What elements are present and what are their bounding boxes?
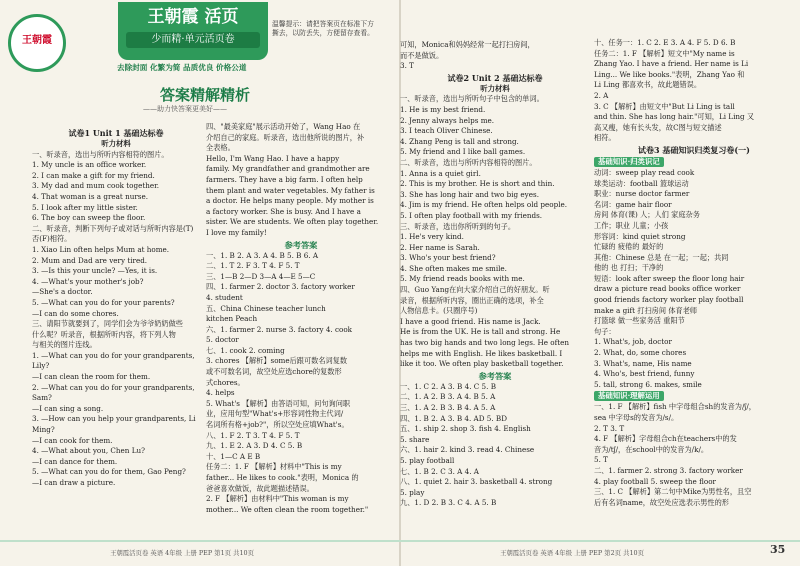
brand-title: 王朝霞 活页	[147, 7, 239, 27]
text-line: 五、China Chinese teacher lunch	[206, 303, 326, 313]
text-line: 十、任务一：1. C 2. E 3. A 4. F 5. D 6. B	[594, 38, 736, 47]
text-line: 5. What's 【解析】由答语可知，问句询问职	[206, 398, 351, 408]
text-line: —I can clean the room for them.	[32, 372, 151, 382]
text-line: 4. Jim is my friend. He often helps old people.	[400, 200, 568, 210]
text-line: He is from the UK. He is tall and strong. He	[400, 327, 561, 337]
text-line: 5. play football	[400, 455, 455, 465]
text-line: 四、Guo Yang在向大家介绍自己的好朋友。听	[400, 285, 550, 295]
text-line: 5. My friend reads books with me.	[400, 274, 525, 284]
text-line: Li Ling 都喜欢书，故此题错误。	[594, 80, 702, 90]
text-line: 4. F 【解析】字母组合ch在teachers中的发	[594, 434, 737, 444]
text-line: 二、1. T 2. F 3. T 4. F 5. T	[206, 261, 300, 271]
text-line: 5. play	[400, 487, 425, 497]
text-line: 九、1. D 2. B 3. C 4. A 5. B	[400, 498, 497, 508]
text-line: 否(F)相符。	[32, 234, 72, 244]
knowledge-bar-label: 基础知识·归类识记	[594, 157, 664, 167]
text-line: 七、1. B 2. C 3. A 4. A	[400, 466, 479, 476]
text-line: 九、1. E 2. A 3. D 4. C 5. B	[206, 441, 303, 451]
text-line: 一、1. C 2. A 3. B 4. C 5. B	[400, 381, 496, 391]
text-line: 三、听录音，选出你所听到的句子。	[400, 221, 516, 231]
text-line: 爸爸喜欢做饭，故此题描述错误。	[206, 483, 314, 493]
text-line: 他的 也 打扫；干净的	[594, 263, 664, 273]
section-subtitle: 听力材料	[480, 83, 510, 93]
text-line: 2. What, do, some chores	[594, 348, 687, 358]
section-title: 试卷1 Unit 1 基础达标卷	[68, 128, 164, 138]
footer-right: 王朝霞活页卷 英语 4年级 上册 PEP 第2页 共10页	[500, 549, 644, 557]
brand-subtitle: 少而精·单元活页卷	[126, 32, 260, 48]
text-line: 3. She has long hair and two big eyes.	[400, 189, 539, 199]
text-line: a doctor. He helps many people. My mother is	[206, 196, 374, 206]
text-line: 工作；职业 儿童；小孩	[594, 220, 669, 230]
text-line: 4. —What about you, Chen Lu?	[32, 446, 145, 456]
text-line: family. My grandfather and grandmother are	[206, 164, 370, 174]
text-line: 一、听录音，选出与所听内容相符的图片。	[32, 149, 169, 159]
text-line: 1. —What can you do for your grandparents,	[32, 350, 195, 360]
text-line: 5. My friend and I like ball games.	[400, 147, 526, 157]
text-line: 五、1. ship 2. shop 3. fish 4. English	[400, 424, 531, 434]
text-line: good friends factory worker play football	[594, 295, 744, 305]
text-line: 二、1. farmer 2. strong 3. factory worker	[594, 465, 743, 475]
tagline: 去除封面 化繁为简 品质优良 价格公道	[117, 63, 247, 72]
text-line: Ming?	[32, 425, 55, 435]
text-line: 三、1. A 2. B 3. B 4. A 5. A	[400, 403, 496, 412]
text-line: 4. Who's, best friend, funny	[594, 369, 695, 379]
page-number: 35	[770, 543, 786, 556]
footer-left: 王朝霞活页卷 英语 4年级 上册 PEP 第1页 共10页	[110, 549, 254, 557]
text-line: 四、"最美家庭"展示活动开始了，Wang Hao 在	[206, 122, 361, 131]
text-line: 球类运动：football 篮球运动	[594, 178, 689, 188]
text-line: 任务二：1. F 【解析】材料中"This is my	[206, 462, 342, 472]
text-line: 八、1. F 2. T 3. T 4. F 5. T	[206, 430, 300, 440]
text-line: 2. T 3. T	[594, 423, 625, 433]
answers-heading: 参考答案	[284, 239, 318, 250]
text-line: 短语：look after sweep the floor long hair	[594, 273, 745, 283]
text-line: and thin. She has long hair."可知，Li Ling 又	[594, 112, 755, 122]
knowledge-bar	[594, 390, 794, 402]
column-2	[206, 122, 396, 515]
text-line: 4. She often makes me smile.	[400, 263, 507, 273]
text-line: 可知，Monica和妈妈经常一起打扫房间，	[400, 40, 535, 49]
text-line: 三、1. C 【解析】第二句中Mike为男性名，且空	[594, 487, 752, 497]
text-line: 3. My dad and mum cook together.	[32, 181, 160, 191]
text-line: 职业：nurse doctor farmer	[594, 189, 690, 199]
text-line: 1. Xiao Lin often helps Mum at home.	[32, 244, 170, 254]
text-line: 相符。	[594, 133, 616, 143]
text-line: 十、1—C A E B	[206, 451, 261, 461]
text-line: 三、请阳节就要到了，同学们会为爷爷奶奶做些	[32, 319, 183, 329]
text-line: 4. Zhang Peng is tall and strong.	[400, 136, 519, 146]
text-line: —I can do some chores.	[32, 308, 119, 318]
text-line: 4. student	[206, 292, 243, 302]
text-line: —I can draw a picture.	[32, 478, 116, 487]
text-line: 2. This is my brother. He is short and thin.	[400, 179, 555, 189]
text-line: 而不是做饭。	[400, 50, 444, 60]
text-line: I love my family!	[206, 227, 267, 237]
text-line: 1. He's very kind.	[400, 232, 464, 242]
text-line: make a gift 打扫房间 体育老师	[594, 305, 698, 315]
text-line: 二、听录音，判断下列句子或对话与所听内容是(T)	[32, 223, 194, 233]
text-line: 六、1. farmer 2. nurse 3. factory 4. cook	[206, 324, 353, 334]
text-line: 全表格。	[206, 143, 235, 153]
text-line: 六、1. hair 2. kind 3. read 4. Chinese	[400, 445, 535, 455]
text-line: like it too. We often play basketball together.	[400, 359, 564, 369]
section-subtitle: 听力材料	[101, 139, 131, 148]
text-line: 3. C 【解析】由短文中"But Li Ling is tall	[594, 101, 735, 111]
text-line: I have a good friend. His name is Jack.	[400, 316, 541, 326]
text-line: 人物信息卡。(只圈序号)	[400, 306, 478, 316]
section-title: 试卷3 基础知识归类复习卷(一)	[638, 144, 750, 155]
text-line: a factory worker. She is busy. And I have a	[206, 206, 361, 216]
text-line: 3. Who's your best friend?	[400, 253, 496, 263]
brand-logo	[8, 14, 66, 72]
text-line: Ling... We like books."表明，Zhang Yao 和	[594, 69, 745, 79]
text-line: 句子：	[594, 326, 616, 336]
text-line: 动词：sweep play read cook	[594, 167, 695, 177]
text-line: 5. tall, strong 6. makes, smile	[594, 379, 702, 389]
text-line: Sam?	[32, 393, 52, 403]
text-line: —She's a doctor.	[32, 287, 93, 297]
section-title: 试卷2 Unit 2 基础达标卷	[447, 72, 543, 83]
column-1	[32, 127, 200, 489]
text-line: 5. I often play football with my friends.	[400, 210, 543, 220]
text-line: 3. —How can you help your grandparents, Li	[32, 414, 196, 424]
text-line: 二、1. A 2. B 3. A 4. B 5. A	[400, 392, 496, 402]
text-line: 4. play football 5. sweep the floor	[594, 476, 716, 486]
text-line: 1. What's, job, doctor	[594, 337, 672, 347]
text-line: —I can dance for them.	[32, 456, 118, 466]
text-line: —I can cook for them.	[32, 435, 113, 445]
text-line: 与相关的图片连线。	[32, 340, 97, 350]
text-line: helps me with English. He likes basketball. I	[400, 348, 563, 358]
text-line: 或不可数名词，故空处应选chore的复数形	[206, 367, 342, 377]
text-line: —I can sing a song.	[32, 403, 104, 413]
header	[0, 0, 400, 82]
text-line: 4. helps	[206, 388, 235, 398]
column-3	[400, 40, 590, 509]
text-line: 其他：Chinese 总是 在一起；一起；共同	[594, 252, 729, 262]
text-line: 3. I teach Oliver Chinese.	[400, 126, 493, 136]
answers-title: 答案精解精析	[160, 86, 251, 104]
text-line: 任务二：1. F 【解析】短文中"My name is	[594, 48, 735, 58]
text-line: 2. Her name is Sarah.	[400, 242, 480, 252]
text-line: 5. T	[594, 455, 608, 465]
text-line: 1. He is my best friend.	[400, 104, 486, 114]
text-line: 四、1. farmer 2. doctor 3. factory worker	[206, 282, 355, 292]
text-line: them plant and water vegetables. My father is	[206, 185, 375, 195]
text-line: farmers. They have a big farm. I often help	[206, 174, 363, 184]
text-line: 介绍自己的家庭。听录音，选出他所说的图片，补	[206, 132, 365, 142]
text-line: sea 中字母s的发音为/s/。	[594, 413, 679, 422]
text-line: 5. —What can you do for your parents?	[32, 297, 175, 307]
footer-divider	[0, 540, 800, 542]
text-line: 二、听录音，选出与所听内容相符的图片。	[400, 157, 537, 167]
logo-text: 王朝霞	[22, 35, 52, 46]
text-line: 八、1. quiet 2. hair 3. basketball 4. strong	[400, 477, 553, 487]
text-line: 1. My uncle is an office worker.	[32, 160, 147, 170]
text-line: 四、1. B 2. A 3. B 4. AD 5. BD	[400, 413, 507, 423]
text-line: 3. chores 【解析】some后跟可数名词复数	[206, 356, 348, 366]
text-line: 一、听录音，选出与所听句子中包含的单词。	[400, 94, 544, 104]
text-line: Hello, I'm Wang Hao. I have a happy	[206, 153, 340, 163]
text-line: 2. I can make a gift for my friend.	[32, 170, 155, 180]
text-line: 1. Anna is a quiet girl.	[400, 168, 481, 178]
text-line: 打篮球 做一些家务活 重阳节	[594, 316, 685, 326]
text-line: 忙碌的 疲倦的 最好的	[594, 242, 664, 252]
reminder-note: 温馨提示：请把答案页在标准下方撕去，以防丢失，方便留存查看。	[272, 20, 374, 37]
text-line: 名词所有格+job?"，所以空处应填What's。	[206, 420, 349, 430]
text-line: 后有名词name，故空处应选表示男性的形	[594, 497, 729, 507]
answers-heading: 参考答案	[478, 370, 512, 381]
text-line: 3. —Is this your uncle? —Yes, it is.	[32, 266, 158, 276]
text-line: 5. doctor	[206, 335, 239, 345]
text-line: 什么呢？听录音，根据所听内容，将下列人物	[32, 329, 176, 339]
text-line: 5. I look after my little sister.	[32, 202, 138, 212]
text-line: sister. We are students. We often play together.	[206, 217, 379, 227]
text-line: mother... We often clean the room together."	[206, 504, 369, 514]
text-line: 5. —What can you do for them, Gao Peng?	[32, 467, 186, 477]
answers-subtitle: ——助力快答案更美好——	[143, 105, 227, 113]
text-line: has two big hands and two long legs. He often	[400, 338, 570, 348]
text-line: draw a picture read books office worker	[594, 284, 741, 294]
text-line: 4. That woman is a great nurse.	[32, 191, 149, 201]
text-line: father... He likes to cook."表明，Monica 的	[206, 473, 359, 482]
text-line: 3. T	[400, 61, 414, 71]
column-4	[594, 38, 794, 508]
text-line: 音为/tʃ/，在school中的发音为/k/。	[594, 444, 709, 454]
text-line: 6. The boy can sweep the floor.	[32, 213, 146, 223]
knowledge-bar-label: 基础知识·理解运用	[594, 391, 664, 401]
text-line: 一、1. B 2. A 3. A 4. B 5. B 6. A	[206, 250, 319, 260]
text-line: 高又瘦，她有长头发，故C图与短文描述	[594, 122, 722, 132]
text-line: 三、1—B 2—D 3—A 4—E 5—C	[206, 271, 316, 281]
text-line: 一、1. F 【解析】fish 中字母组合sh的发音为/ʃ/，	[594, 402, 756, 412]
text-line: 名词：game hair floor	[594, 199, 672, 209]
text-line: 房间 体育(课) 人；人们 家庭杂务	[594, 210, 700, 220]
text-line: kitchen Peach	[206, 314, 258, 324]
text-line: 录音，根据所听内容，圈出正确的选项，补全	[400, 295, 544, 305]
text-line: 形容词：kind quiet strong	[594, 231, 686, 241]
text-line: 式chores。	[206, 377, 245, 387]
text-line: 2. Jenny always helps me.	[400, 115, 495, 125]
text-line: 七、1. cook 2. coming	[206, 345, 285, 355]
text-line: 2. —What can you do for your grandparents,	[32, 382, 195, 392]
text-line: 2. A	[594, 90, 609, 100]
text-line: Lily?	[32, 361, 50, 371]
text-line: 业，应用句型"What's+形容词性物主代词/	[206, 409, 344, 419]
text-line: 2. F 【解析】由材料中"This woman is my	[206, 494, 349, 504]
knowledge-bar	[594, 156, 794, 168]
text-line: Zhang Yao. I have a friend. Her name is Li	[594, 59, 749, 69]
text-line: 5. share	[400, 434, 430, 444]
brand-banner	[118, 2, 268, 60]
text-line: 3. What's, name, His name	[594, 358, 692, 368]
text-line: 4. —What's your mother's job?	[32, 276, 144, 286]
text-line: 2. Mum and Dad are very tired.	[32, 255, 148, 265]
